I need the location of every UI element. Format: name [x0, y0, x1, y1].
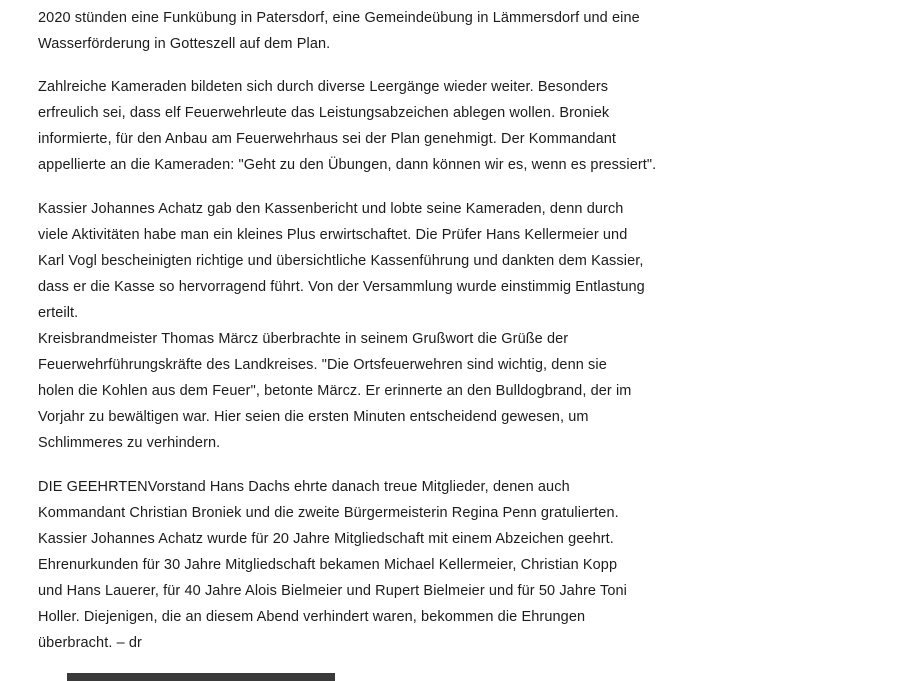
paragraph-line: holen die Kohlen aus dem Feuer", betonte Märcz. Er erinnerte an den Bulldogbrand, der im — [38, 383, 632, 400]
paragraph — [38, 74, 658, 178]
paragraph-line: Kassier Johannes Achatz wurde für 20 Jahre Mitgliedschaft mit einem Abzeichen geehrt. — [38, 530, 614, 547]
paragraph-line: Schlimmeres zu verhindern. — [38, 435, 221, 452]
paragraph-line: dass er die Kasse so hervorragend führt. Von der Versammlung wurde einstimmig Entlastung — [38, 278, 645, 295]
paragraph-line: überbracht. – dr — [38, 635, 142, 652]
paragraph-line: Vorjahr zu bewältigen war. Hier seien die ersten Minuten entscheidend gewesen, um — [38, 409, 589, 426]
paragraph — [38, 5, 658, 57]
paragraph-line: erteilt. — [38, 304, 79, 321]
paragraph-line: Wasserförderung in Gotteszell auf dem Plan. — [38, 36, 331, 53]
paragraph-line: appellierte an die Kameraden: "Geht zu den Übungen, dann können wir es, wenn es pressiert". — [38, 157, 657, 174]
paragraph-line: Ehrenurkunden für 30 Jahre Mitgliedschaft bekamen Michael Kellermeier, Christian Kopp — [38, 556, 618, 573]
paragraph-line: Holler. Diejenigen, die an diesem Abend verhindert waren, bekommen die Ehrungen — [38, 608, 586, 625]
paragraph — [38, 326, 658, 456]
bottom-black-bar — [67, 673, 335, 681]
paragraph — [38, 196, 658, 326]
paragraph-line: Kommandant Christian Broniek und die zweite Bürgermeisterin Regina Penn gratulierten. — [38, 504, 619, 521]
paragraph-line: Kreisbrandmeister Thomas Märcz überbrachte in seinem Grußwort die Grüße der — [38, 331, 569, 348]
paragraph-line: Kassier Johannes Achatz gab den Kassenbericht und lobte seine Kameraden, denn durch — [38, 200, 624, 217]
paragraph-line: Zahlreiche Kameraden bildeten sich durch diverse Leergänge wieder weiter. Besonders — [38, 79, 609, 96]
paragraph-line: Feuerwehrführungskräfte des Landkreises. "Die Ortsfeuerwehren sind wichtig, denn sie — [38, 357, 607, 374]
paragraph — [38, 474, 658, 657]
paragraph-line: informierte, für den Anbau am Feuerwehrhaus sei der Plan genehmigt. Der Kommandant — [38, 131, 617, 148]
paragraph-line: DIE GEEHRTENVorstand Hans Dachs ehrte danach treue Mitglieder, denen auch — [38, 478, 570, 495]
paragraph-line: Karl Vogl bescheinigten richtige und übersichtliche Kassenführung und dankten dem Kassier, — [38, 252, 644, 269]
paragraph-line: und Hans Lauerer, für 40 Jahre Alois Bielmeier und Rupert Bielmeier und für 50 Jahre Toni — [38, 582, 627, 599]
paragraph-line: erfreulich sei, dass elf Feuerwehrleute das Leistungsabzeichen ablegen wollen. Broniek — [38, 105, 610, 122]
paragraph-line: viele Aktivitäten habe man ein kleines Plus erwirtschaftet. Die Prüfer Hans Kellermeier und — [38, 226, 628, 243]
article-text-body — [38, 5, 658, 656]
paragraph-line: 2020 stünden eine Funkübung in Patersdorf, eine Gemeindeübung in Lämmersdorf und eine — [38, 10, 640, 26]
